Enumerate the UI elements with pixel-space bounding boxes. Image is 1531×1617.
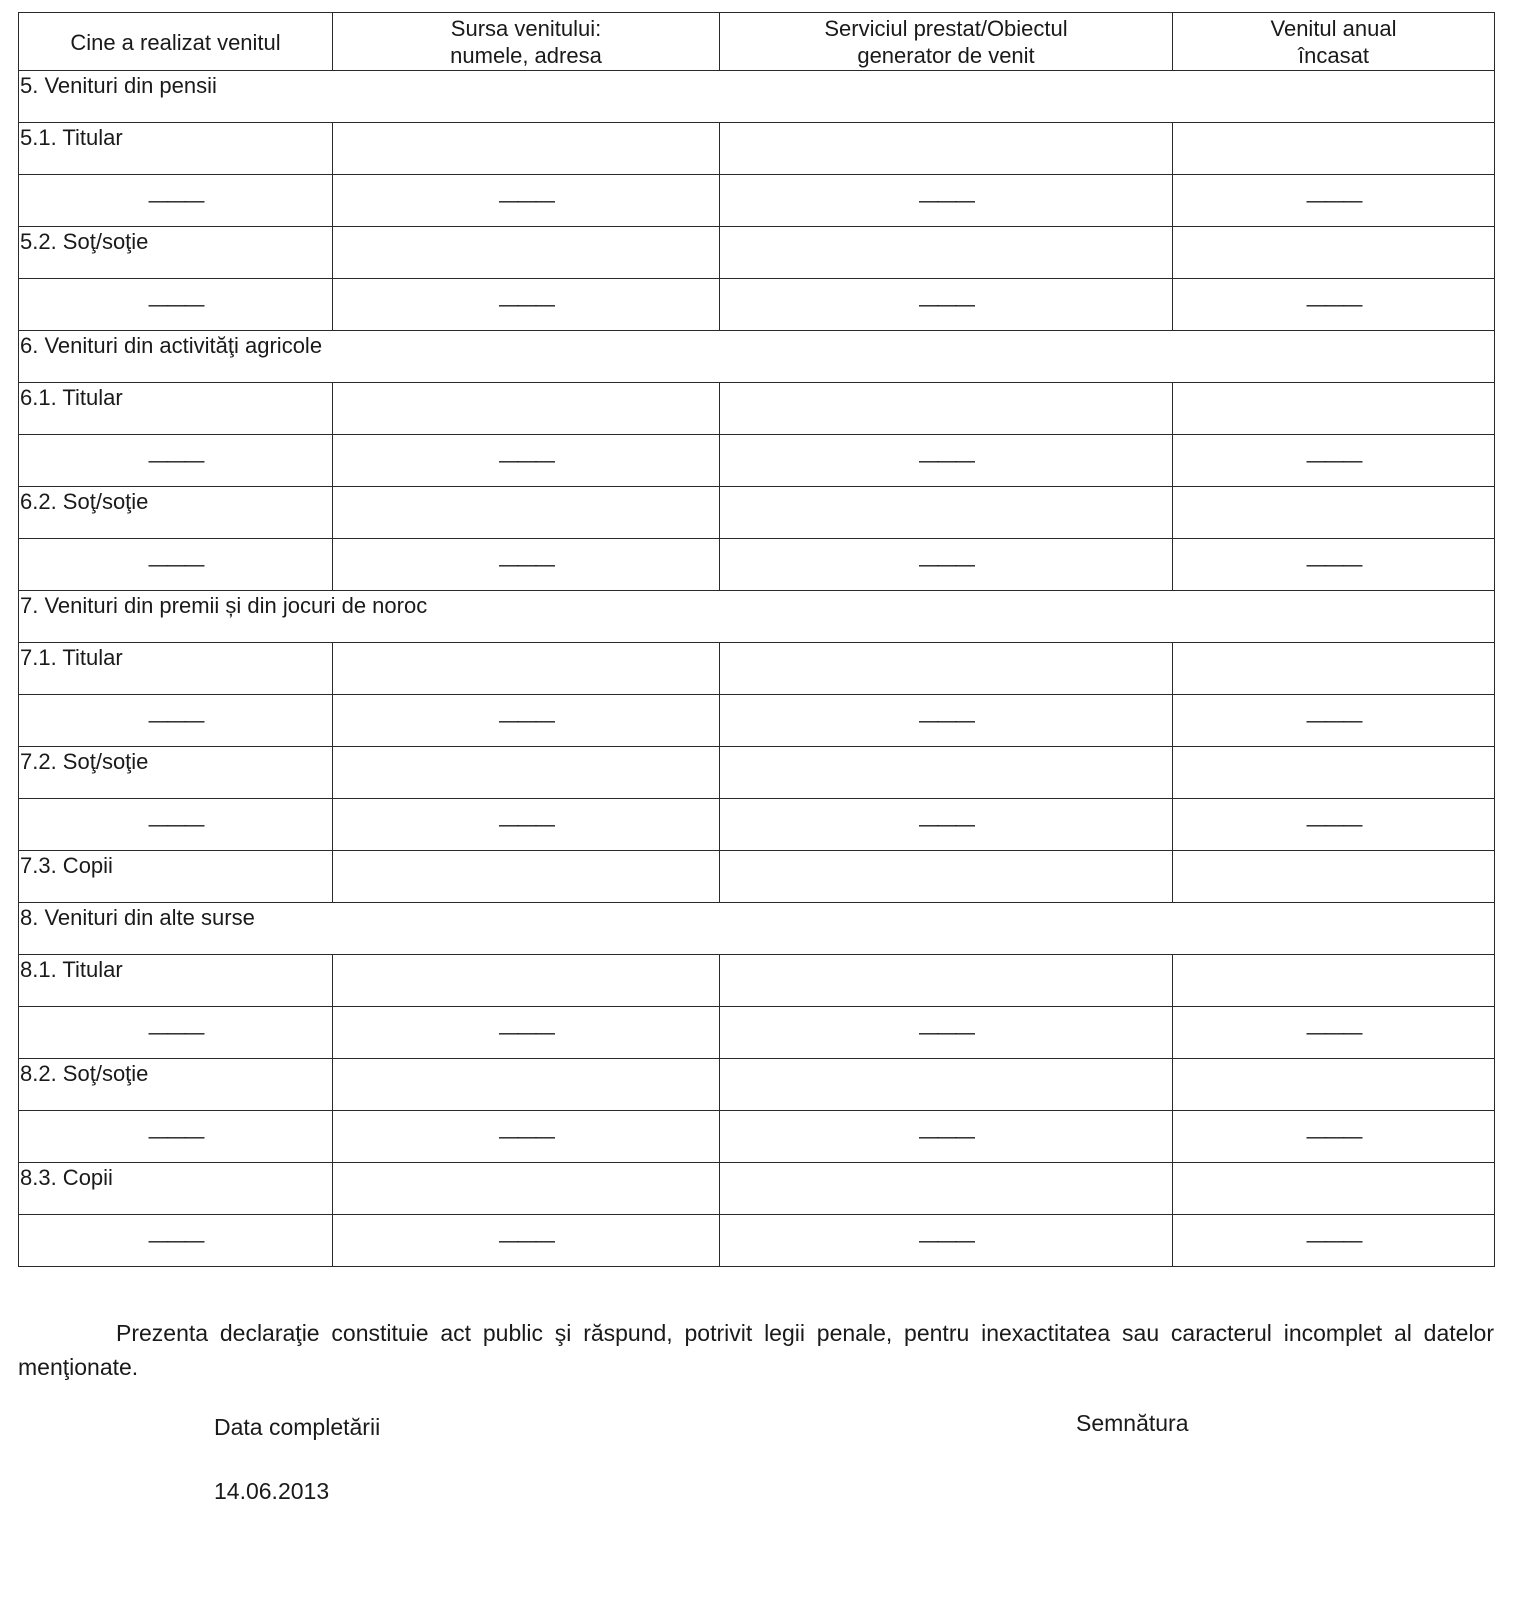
- dash-cell: ———: [19, 175, 333, 227]
- dash-cell: ———: [1173, 1215, 1495, 1267]
- entry-label: 7.1. Titular: [19, 643, 333, 695]
- empty-cell: [1173, 227, 1495, 279]
- empty-cell: [720, 487, 1173, 539]
- entry-label: 8.1. Titular: [19, 955, 333, 1007]
- dash-row: [19, 175, 1495, 227]
- dash-cell: ———: [19, 695, 333, 747]
- empty-cell: [720, 383, 1173, 435]
- header-income-source: Sursa venitului: numele, adresa: [333, 13, 720, 71]
- dash-cell: ———: [720, 279, 1173, 331]
- empty-cell: [333, 123, 720, 175]
- empty-cell: [720, 955, 1173, 1007]
- entry-row: [19, 747, 1495, 799]
- empty-cell: [333, 1059, 720, 1111]
- entry-row: [19, 1059, 1495, 1111]
- entry-label: 6.2. Soţ/soţie: [19, 487, 333, 539]
- section-row: [19, 331, 1495, 383]
- section-row: [19, 71, 1495, 123]
- dash-cell: ———: [333, 1111, 720, 1163]
- section-title: 8. Venituri din alte surse: [19, 903, 1495, 955]
- dash-row: [19, 435, 1495, 487]
- dash-cell: ———: [1173, 799, 1495, 851]
- empty-cell: [720, 851, 1173, 903]
- empty-cell: [720, 123, 1173, 175]
- dash-cell: ———: [19, 435, 333, 487]
- entry-label: 7.2. Soţ/soţie: [19, 747, 333, 799]
- dash-cell: ———: [720, 539, 1173, 591]
- dash-cell: ———: [19, 539, 333, 591]
- dash-cell: ———: [1173, 175, 1495, 227]
- dash-cell: ———: [720, 1215, 1173, 1267]
- dash-cell: ———: [720, 799, 1173, 851]
- entry-label: 7.3. Copii: [19, 851, 333, 903]
- dash-cell: ———: [333, 695, 720, 747]
- empty-cell: [333, 1163, 720, 1215]
- entry-label: 5.1. Titular: [19, 123, 333, 175]
- empty-cell: [1173, 487, 1495, 539]
- section-row: [19, 591, 1495, 643]
- dash-cell: ———: [19, 1007, 333, 1059]
- dash-cell: ———: [720, 1007, 1173, 1059]
- header-service-object: Serviciul prestat/Obiectul generator de venit: [720, 13, 1173, 71]
- completion-date-value: 14.06.2013: [214, 1478, 330, 1504]
- dash-cell: ———: [333, 799, 720, 851]
- dash-cell: ———: [19, 799, 333, 851]
- dash-cell: ———: [720, 175, 1173, 227]
- declaration-statement: Prezenta declaraţie constituie act public şi răspund, potrivit legii penale, pentru inexactitatea sau caracterul incomplet al datelor menţionate.: [18, 1320, 1494, 1380]
- empty-cell: [1173, 851, 1495, 903]
- empty-cell: [333, 643, 720, 695]
- dash-cell: ———: [333, 279, 720, 331]
- dash-cell: ———: [333, 435, 720, 487]
- section-title: 6. Venituri din activităţi agricole: [19, 331, 1495, 383]
- dash-cell: ———: [1173, 539, 1495, 591]
- entry-row: [19, 123, 1495, 175]
- empty-cell: [1173, 747, 1495, 799]
- dash-cell: ———: [333, 539, 720, 591]
- header-annual-income: Venitul anual încasat: [1173, 13, 1495, 71]
- income-table: [18, 12, 1495, 1267]
- empty-cell: [1173, 123, 1495, 175]
- dash-cell: ———: [1173, 279, 1495, 331]
- empty-cell: [333, 487, 720, 539]
- dash-cell: ———: [19, 279, 333, 331]
- empty-cell: [720, 643, 1173, 695]
- completion-date-label: Data completării: [214, 1414, 381, 1440]
- signature-label: Semnătura: [1076, 1410, 1189, 1436]
- dash-row: [19, 1007, 1495, 1059]
- empty-cell: [333, 851, 720, 903]
- section-row: [19, 903, 1495, 955]
- section-title: 7. Venituri din premii și din jocuri de noroc: [19, 591, 1495, 643]
- empty-cell: [1173, 1059, 1495, 1111]
- entry-row: [19, 955, 1495, 1007]
- empty-cell: [333, 383, 720, 435]
- dash-cell: ———: [720, 1111, 1173, 1163]
- dash-cell: ———: [333, 1215, 720, 1267]
- dash-cell: ———: [720, 695, 1173, 747]
- empty-cell: [1173, 383, 1495, 435]
- empty-cell: [1173, 955, 1495, 1007]
- dash-row: [19, 1111, 1495, 1163]
- entry-row: [19, 643, 1495, 695]
- dash-row: [19, 695, 1495, 747]
- dash-cell: ———: [720, 435, 1173, 487]
- dash-cell: ———: [1173, 1111, 1495, 1163]
- dash-cell: ———: [1173, 695, 1495, 747]
- empty-cell: [720, 1163, 1173, 1215]
- entry-row: [19, 851, 1495, 903]
- empty-cell: [720, 747, 1173, 799]
- entry-row: [19, 383, 1495, 435]
- entry-row: [19, 487, 1495, 539]
- section-title: 5. Venituri din pensii: [19, 71, 1495, 123]
- dash-cell: ———: [333, 175, 720, 227]
- entry-label: 5.2. Soţ/soţie: [19, 227, 333, 279]
- dash-cell: ———: [1173, 1007, 1495, 1059]
- entry-label: 6.1. Titular: [19, 383, 333, 435]
- empty-cell: [333, 955, 720, 1007]
- dash-row: [19, 539, 1495, 591]
- empty-cell: [333, 747, 720, 799]
- entry-row: [19, 1163, 1495, 1215]
- empty-cell: [1173, 643, 1495, 695]
- dash-row: [19, 1215, 1495, 1267]
- entry-row: [19, 227, 1495, 279]
- dash-row: [19, 799, 1495, 851]
- entry-label: 8.3. Copii: [19, 1163, 333, 1215]
- entry-label: 8.2. Soţ/soţie: [19, 1059, 333, 1111]
- dash-cell: ———: [19, 1111, 333, 1163]
- empty-cell: [333, 227, 720, 279]
- dash-cell: ———: [1173, 435, 1495, 487]
- dash-cell: ———: [333, 1007, 720, 1059]
- empty-cell: [1173, 1163, 1495, 1215]
- table-body: [19, 71, 1495, 1267]
- dash-cell: ———: [19, 1215, 333, 1267]
- header-who-earned: Cine a realizat venitul: [19, 13, 333, 71]
- empty-cell: [720, 1059, 1173, 1111]
- empty-cell: [720, 227, 1173, 279]
- table-header-row: [19, 13, 1495, 71]
- dash-row: [19, 279, 1495, 331]
